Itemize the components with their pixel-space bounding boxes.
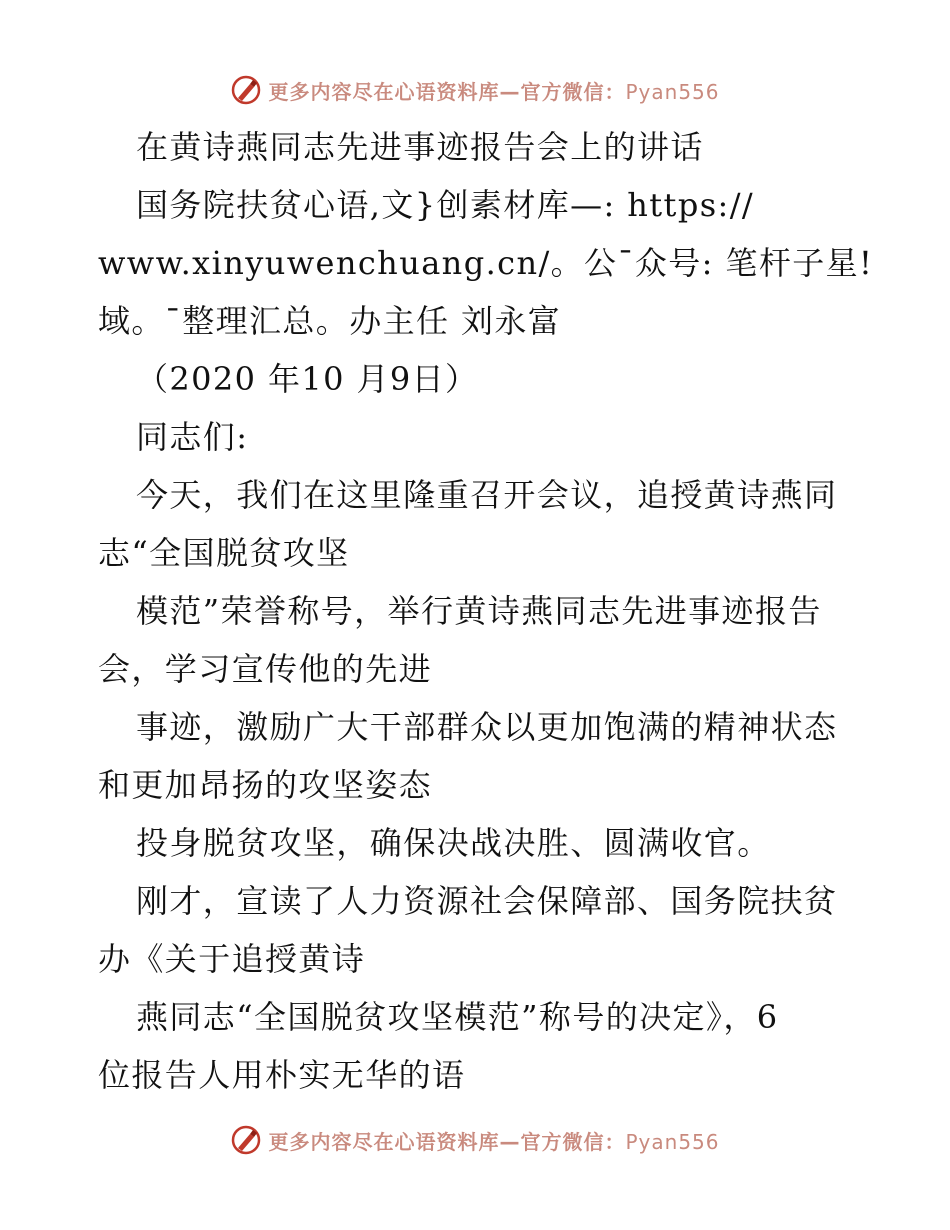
- text-line: 办《关于追授黄诗: [98, 940, 366, 978]
- watermark-text: [268, 76, 719, 105]
- text-line: 志“全国脱贫攻坚: [98, 534, 350, 572]
- watermark-wechat-id: Pyan556: [625, 1129, 720, 1154]
- watermark-header: [0, 70, 950, 110]
- pen-logo-icon: [230, 1124, 262, 1156]
- date-line: （2020 年10 月9日）: [136, 360, 479, 398]
- text-line: 今天，我们在这里隆重召开会议，追授黄诗燕同: [136, 476, 838, 514]
- text-line: www.xinyuwenchuang.cn/。公¯众号: 笔杆子星!: [98, 244, 874, 282]
- watermark-main-text: 更多内容尽在心语资料库: [268, 79, 500, 104]
- text-line: 事迹，激励广大干部群众以更加饱满的精神状态: [136, 708, 838, 746]
- watermark-separator: —: [499, 1129, 521, 1154]
- watermark-main-text: 更多内容尽在心语资料库: [268, 1129, 500, 1154]
- text-line: 模范”荣誉称号，举行黄诗燕同志先进事迹报告: [136, 592, 822, 630]
- text-line: 国务院扶贫心语,文}创素材库—: https://: [136, 186, 755, 224]
- text-line: 投身脱贫攻坚，确保决战决胜、圆满收官。: [136, 824, 771, 862]
- watermark-wechat-id: Pyan556: [625, 79, 720, 104]
- text-line: 和更加昂扬的攻坚姿态: [98, 766, 433, 804]
- watermark-text: [268, 1126, 719, 1155]
- watermark-wechat-label: 官方微信：: [520, 79, 626, 104]
- text-line: 会，学习宣传他的先进: [98, 650, 433, 688]
- salutation: 同志们:: [136, 418, 249, 456]
- watermark-separator: —: [499, 79, 521, 104]
- text-line: 域。¯整理汇总。办主任 刘永富: [98, 302, 562, 340]
- document-body: [98, 118, 874, 1104]
- text-line: 位报告人用朴实无华的语: [98, 1056, 466, 1094]
- watermark-footer: [0, 1120, 950, 1160]
- document-title: 在黄诗燕同志先进事迹报告会上的讲话: [136, 128, 704, 166]
- text-line: 刚才，宣读了人力资源社会保障部、国务院扶贫: [136, 882, 838, 920]
- watermark-wechat-label: 官方微信：: [520, 1129, 626, 1154]
- text-line: 燕同志“全国脱贫攻坚模范”称号的决定》，6: [136, 998, 779, 1036]
- pen-logo-icon: [230, 74, 262, 106]
